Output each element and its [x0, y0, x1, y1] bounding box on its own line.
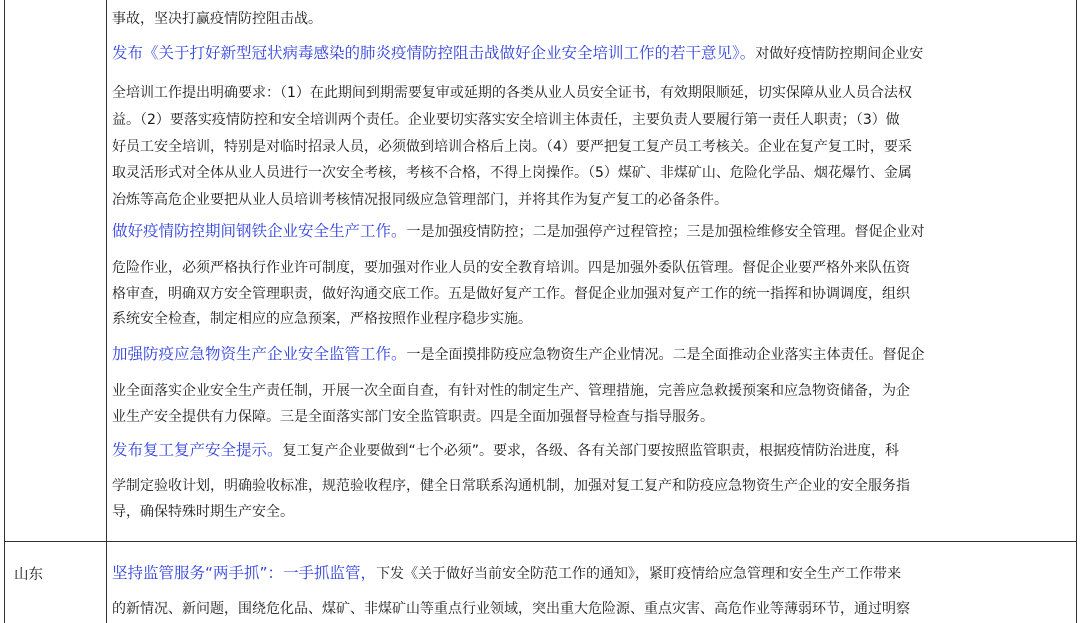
- paragraph-heading: 坚持监管服务“两手抓”：一手抓监管，: [112, 564, 377, 582]
- paragraph-line: 业全面落实企业安全生产责任制，开展一次全面自查，有针对性的制定生产、管理措施，完善应急救援预案和应急物资储备，为企: [112, 383, 910, 399]
- top-fragment-text: 事故，坚决打赢疫情防控阻击战。: [112, 11, 322, 27]
- paragraph-heading: 发布《关于打好新型冠状病毒感染的肺炎疫情防控阻击战做好企业安全培训工作的若干意见》。: [112, 44, 756, 62]
- paragraph-line: 好员工安全培训，特别是对临时招录人员，必须做到培训合格后上岗。（4）要严把复工复产员工考核关。企业在复产复工时，要采: [112, 139, 912, 155]
- paragraph-line: 取灵活形式对全体从业人员进行一次安全考核，考核不合格，不得上岗操作。（5）煤矿、非煤矿山、危险化学品、烟花爆竹、金属: [112, 165, 912, 181]
- paragraph-line: 危险作业，必须严格执行作业许可制度，要加强对作业人员的安全教育培训。四是加强外委队伍管理。督促企业要严格外来队伍资: [112, 260, 910, 276]
- table-row-divider: [4, 541, 1077, 542]
- paragraph-line: 学制定验收计划，明确验收标准，规范验收程序，健全日常联系沟通机制，加强对复工复产和防疫应急物资生产企业的安全服务指: [112, 478, 910, 494]
- paragraph-line: 益。（2）要落实疫情防控和安全培训两个责任。企业要切实落实安全培训主体责任，主要负责人要履行第一责任人职责；（3）做: [112, 112, 900, 128]
- paragraph-line: 对做好疫情防控期间企业安: [755, 46, 924, 62]
- paragraph-heading: 加强防疫应急物资生产企业安全监管工作。: [112, 345, 407, 363]
- paragraph-line: 一是全面摸排防疫应急物资生产企业情况。二是全面推动企业落实主体责任。督促企: [406, 347, 925, 363]
- paragraph-line: 复工复产企业要做到“七个必须”。要求，各级、各有关部门要按照监管职责，根据疫情防治进度，科: [282, 443, 900, 459]
- paragraph-line: 系统安全检查，制定相应的应急预案，严格按照作业程序稳步实施。: [112, 311, 532, 327]
- paragraph-line: 业生产安全提供有力保障。三是全面落实部门安全监管职责。四是全面加强督导检查与指导服务。: [112, 409, 714, 425]
- paragraph-line: 一是加强疫情防控；二是加强停产过程管控；三是加强检维修安全管理。督促企业对: [406, 224, 925, 240]
- paragraph-line: 格审查，明确双方安全管理职责，做好沟通交底工作。五是做好复产工作。督促企业加强对复产工作的统一指挥和协调调度，组织: [112, 286, 910, 302]
- paragraph-line: 下发《关于做好当前安全防范工作的通知》，紧盯疫情给应急管理和安全生产工作带来: [376, 566, 902, 582]
- paragraph-line: 导，确保特殊时期生产安全。: [112, 504, 294, 520]
- table-left-border: [4, 0, 5, 623]
- paragraph-line: 的新情况、新问题，围绕危化品、煤矿、非煤矿山等重点行业领域，突出重大危险源、重点灾害、高危作业等薄弱环节，通过明察: [112, 601, 910, 617]
- paragraph-line: 全培训工作提出明确要求：（1）在此期间到期需要复审或延期的各类从业人员安全证书，有效期限顺延，切实保障从业人员合法权: [112, 85, 912, 101]
- paragraph-heading: 做好疫情防控期间钢铁企业安全生产工作。: [112, 222, 407, 240]
- table-right-border: [1076, 0, 1077, 623]
- row-label-shandong: 山东: [14, 567, 43, 583]
- table-column-divider: [106, 0, 107, 623]
- paragraph-line: 冶炼等高危企业要把从业人员培训考核情况报同级应急管理部门，并将其作为复产复工的必备条件。: [112, 192, 728, 208]
- paragraph-heading: 发布复工复产安全提示。: [112, 441, 283, 459]
